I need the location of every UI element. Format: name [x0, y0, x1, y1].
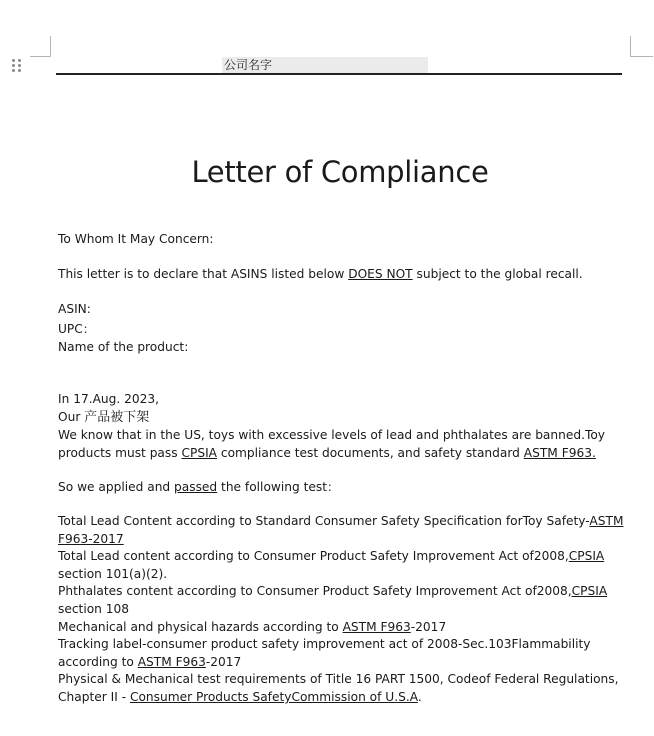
declaration-line	[58, 266, 618, 284]
our-line	[58, 409, 618, 427]
test1-link-cont[interactable]: F963-2017	[58, 532, 124, 546]
test4-link[interactable]: ASTM F963	[342, 620, 411, 634]
drag-handle-icon[interactable]	[12, 59, 22, 73]
test6-link[interactable]: Consumer Products SafetyCommission of U.S.A	[129, 690, 418, 704]
test3-line1	[58, 583, 618, 601]
test5-text-a: according to	[58, 655, 138, 669]
test6-text-a: Chapter II -	[58, 690, 130, 704]
top-right-margin-mark	[630, 36, 653, 57]
cpsia-link[interactable]: CPSIA	[181, 446, 218, 460]
test5-line2	[58, 654, 618, 672]
applied-emphasis: passed	[174, 480, 218, 494]
test6-line1: Physical & Mechanical test requirements of Title 16 PART 1500, Codeof Federal Regulations,	[58, 672, 619, 686]
test1-line2	[58, 531, 618, 549]
test6-line2	[58, 689, 618, 707]
test3-line2: section 108	[58, 602, 130, 616]
applied-line	[58, 479, 618, 497]
header-company-name[interactable]	[222, 57, 428, 73]
test1-link[interactable]: ASTM	[589, 514, 624, 528]
test2-text: Total Lead content according to Consumer Product Safety Improvement Act of2008,	[58, 549, 569, 563]
product-name-field: Name of the product:	[58, 340, 189, 354]
test6-text-b: .	[417, 690, 422, 704]
test4-line	[58, 619, 618, 637]
company-name-text: 公司名字	[224, 58, 273, 72]
declaration-after: subject to the global recall.	[412, 267, 583, 281]
test5-link[interactable]: ASTM F963	[137, 655, 206, 669]
test1-line1	[58, 513, 624, 531]
test4-text-b: -2017	[410, 620, 447, 634]
salutation: To Whom It May Concern:	[58, 232, 214, 246]
asin-field: ASIN:	[58, 302, 91, 316]
p1-text-b: compliance test documents, and safety standard	[217, 446, 524, 460]
test4-text-a: Mechanical and physical hazards according to	[58, 620, 343, 634]
test5-text-b: -2017	[205, 655, 242, 669]
paragraph1-line1: We know that in the US, toys with excessive levels of lead and phthalates are banned.Toy	[58, 428, 605, 442]
paragraph1-line2	[58, 445, 618, 463]
applied-after: the following test：	[217, 480, 340, 494]
astm-link[interactable]: ASTM F963.	[523, 446, 596, 460]
document-title: Letter of Compliance	[191, 155, 489, 189]
test5-line1: Tracking label-consumer product safety improvement act of 2008-Sec.103Flammability	[58, 637, 591, 651]
applied-before: So we applied and	[58, 480, 175, 494]
test1-text: Total Lead Content according to Standard Consumer Safety Specification forToy Safety-	[58, 514, 590, 528]
test3-text: Phthalates content according to Consumer Product Safety Improvement Act of2008,	[58, 584, 572, 598]
declaration-before: This letter is to declare that ASINS listed below	[58, 267, 349, 281]
test3-link[interactable]: CPSIA	[571, 584, 608, 598]
p1-text-a: products must pass	[58, 446, 182, 460]
upc-field: UPC：	[58, 322, 95, 336]
test2-link[interactable]: CPSIA	[568, 549, 605, 563]
test2-line2: section 101(a)(2).	[58, 567, 168, 581]
top-left-margin-mark	[30, 36, 51, 57]
test2-line1	[58, 548, 618, 566]
our-chinese-text: 产品被下架	[84, 410, 150, 425]
date-line: In 17.Aug. 2023,	[58, 392, 160, 406]
our-prefix: Our	[58, 410, 85, 424]
declaration-emphasis: DOES NOT	[348, 267, 413, 281]
header-rule	[56, 73, 622, 75]
